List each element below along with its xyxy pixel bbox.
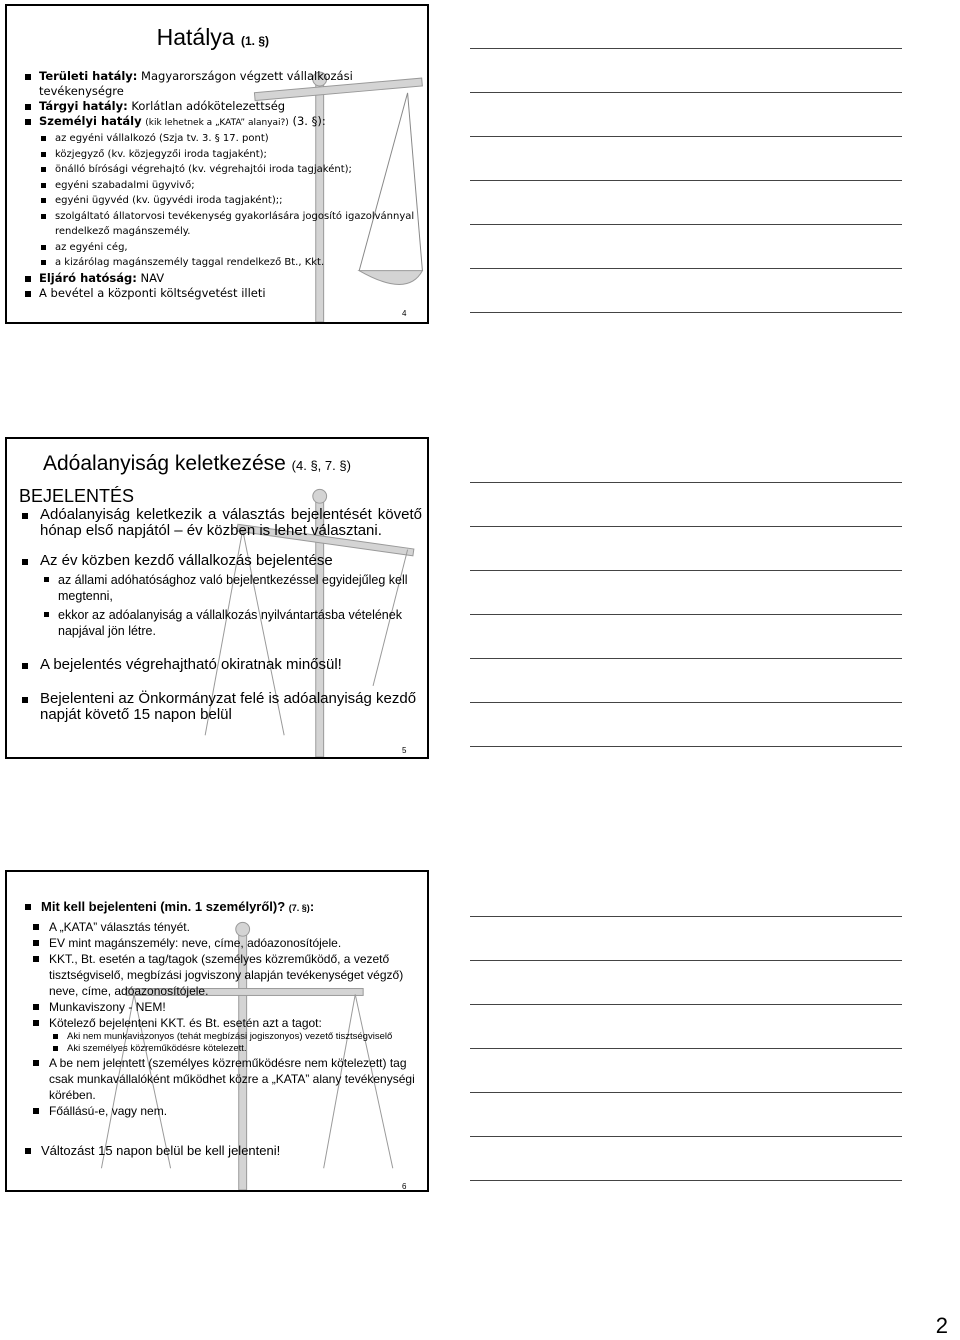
bullet-item: egyéni ügyvéd (kv. ügyvédi iroda tagjaként);; <box>25 193 425 209</box>
bullet-item: Adóalanyiság keletkezik a választás bejelentését követő hónap első napjától – év közben is lehet választani. <box>22 507 422 539</box>
slide-3 <box>5 870 429 1192</box>
bullet-item: szolgáltató állatorvosi tevékenység gyakorlására jogosító igazolvánnyal rendelkező magánszemély. <box>25 209 425 240</box>
slide-1 <box>5 4 429 324</box>
bullet-item: Az év közben kezdő vállalkozás bejelentése <box>22 553 422 569</box>
bullet-item: Aki nem munkaviszonyos (tehát megbízási jogiszonyos) vezető tisztségviselő <box>25 1031 425 1043</box>
bullet-item: az egyéni cég, <box>25 240 425 256</box>
slide-page-number: 5 <box>402 746 407 755</box>
bullet-item: Területi hatály: Magyarországon végzett vállalkozási tevékenységre <box>25 69 425 99</box>
bullet-item: az egyéni vállalkozó (Szja tv. 3. § 17. pont) <box>25 131 425 147</box>
slide-2 <box>5 437 429 759</box>
bullet-item: Bejelenteni az Önkormányzat felé is adóalanyiság kezdő napját követő 15 napon belül <box>22 691 422 723</box>
slide-title: Adóalanyiság keletkezése (4. §, 7. §) <box>43 452 351 475</box>
bullet-item: KKT., Bt. esetén a tag/tagok (személyes közreműködő, a vezető tisztségviselő, megbízási jogviszony alapján tevékenységet végző) neve, címe, adóazonosítójele. <box>25 951 425 999</box>
bullet-item: A bejelentés végrehajtható okiratnak minősül! <box>22 657 422 673</box>
bullet-item: A „KATA” választás tényét. <box>25 919 425 935</box>
bullet-item: a kizárólag magánszemély taggal rendelkező Bt., Kkt. <box>25 255 425 271</box>
bullet-list <box>25 899 425 1158</box>
slide-title: Hatálya (1. §) <box>156 24 269 50</box>
bullet-item: Személyi hatály (kik lehetnek a „KATA” alanyai?) (3. §): <box>25 114 425 131</box>
page-number: 2 <box>935 1313 948 1338</box>
bullet-item: Változást 15 napon belül be kell jelenteni! <box>25 1143 425 1159</box>
bullet-item: ekkor az adóalanyiság a vállalkozás nyilvántartásba vételének napjával jön létre. <box>22 607 422 639</box>
bullet-item: Eljáró hatóság: NAV <box>25 271 425 286</box>
bullet-item: EV mint magánszemély: neve, címe, adóazonosítójele. <box>25 935 425 951</box>
bullet-item: egyéni szabadalmi ügyvivő; <box>25 178 425 194</box>
bullet-item: Tárgyi hatály: Korlátlan adókötelezettség <box>25 99 425 114</box>
bullet-item: az állami adóhatósághoz való bejelentkezéssel egyidejűleg kell megtenni, <box>22 572 422 604</box>
bullet-item: A be nem jelentett (személyes közreműködésre nem kötelezett) tag csak munkavállalóként működhet közre a „KATA” alany tevékenységi körében. <box>25 1055 425 1103</box>
slide-page-number: 6 <box>402 1182 407 1191</box>
bullet-item: önálló bírósági végrehajtó (kv. végrehajtói iroda tagjaként); <box>25 162 425 178</box>
bullet-item: Főállású-e, vagy nem. <box>25 1103 425 1119</box>
bullet-item: Aki személyes közreműködésre kötelezett. <box>25 1043 425 1055</box>
slide-subtitle: BEJELENTÉS <box>19 486 135 506</box>
bullet-list <box>25 69 425 301</box>
bullet-list <box>22 507 422 723</box>
slide-page-number: 4 <box>402 309 407 318</box>
bullet-item: Kötelező bejelenteni KKT. és Bt. esetén azt a tagot: <box>25 1015 425 1031</box>
bullet-item: közjegyző (kv. közjegyzői iroda tagjaként); <box>25 147 425 163</box>
bullet-item: Mit kell bejelenteni (min. 1 személyről)? (7. §): <box>25 899 425 917</box>
bullet-item: A bevétel a központi költségvetést illeti <box>25 286 425 301</box>
bullet-item: Munkaviszony - NEM! <box>25 999 425 1015</box>
